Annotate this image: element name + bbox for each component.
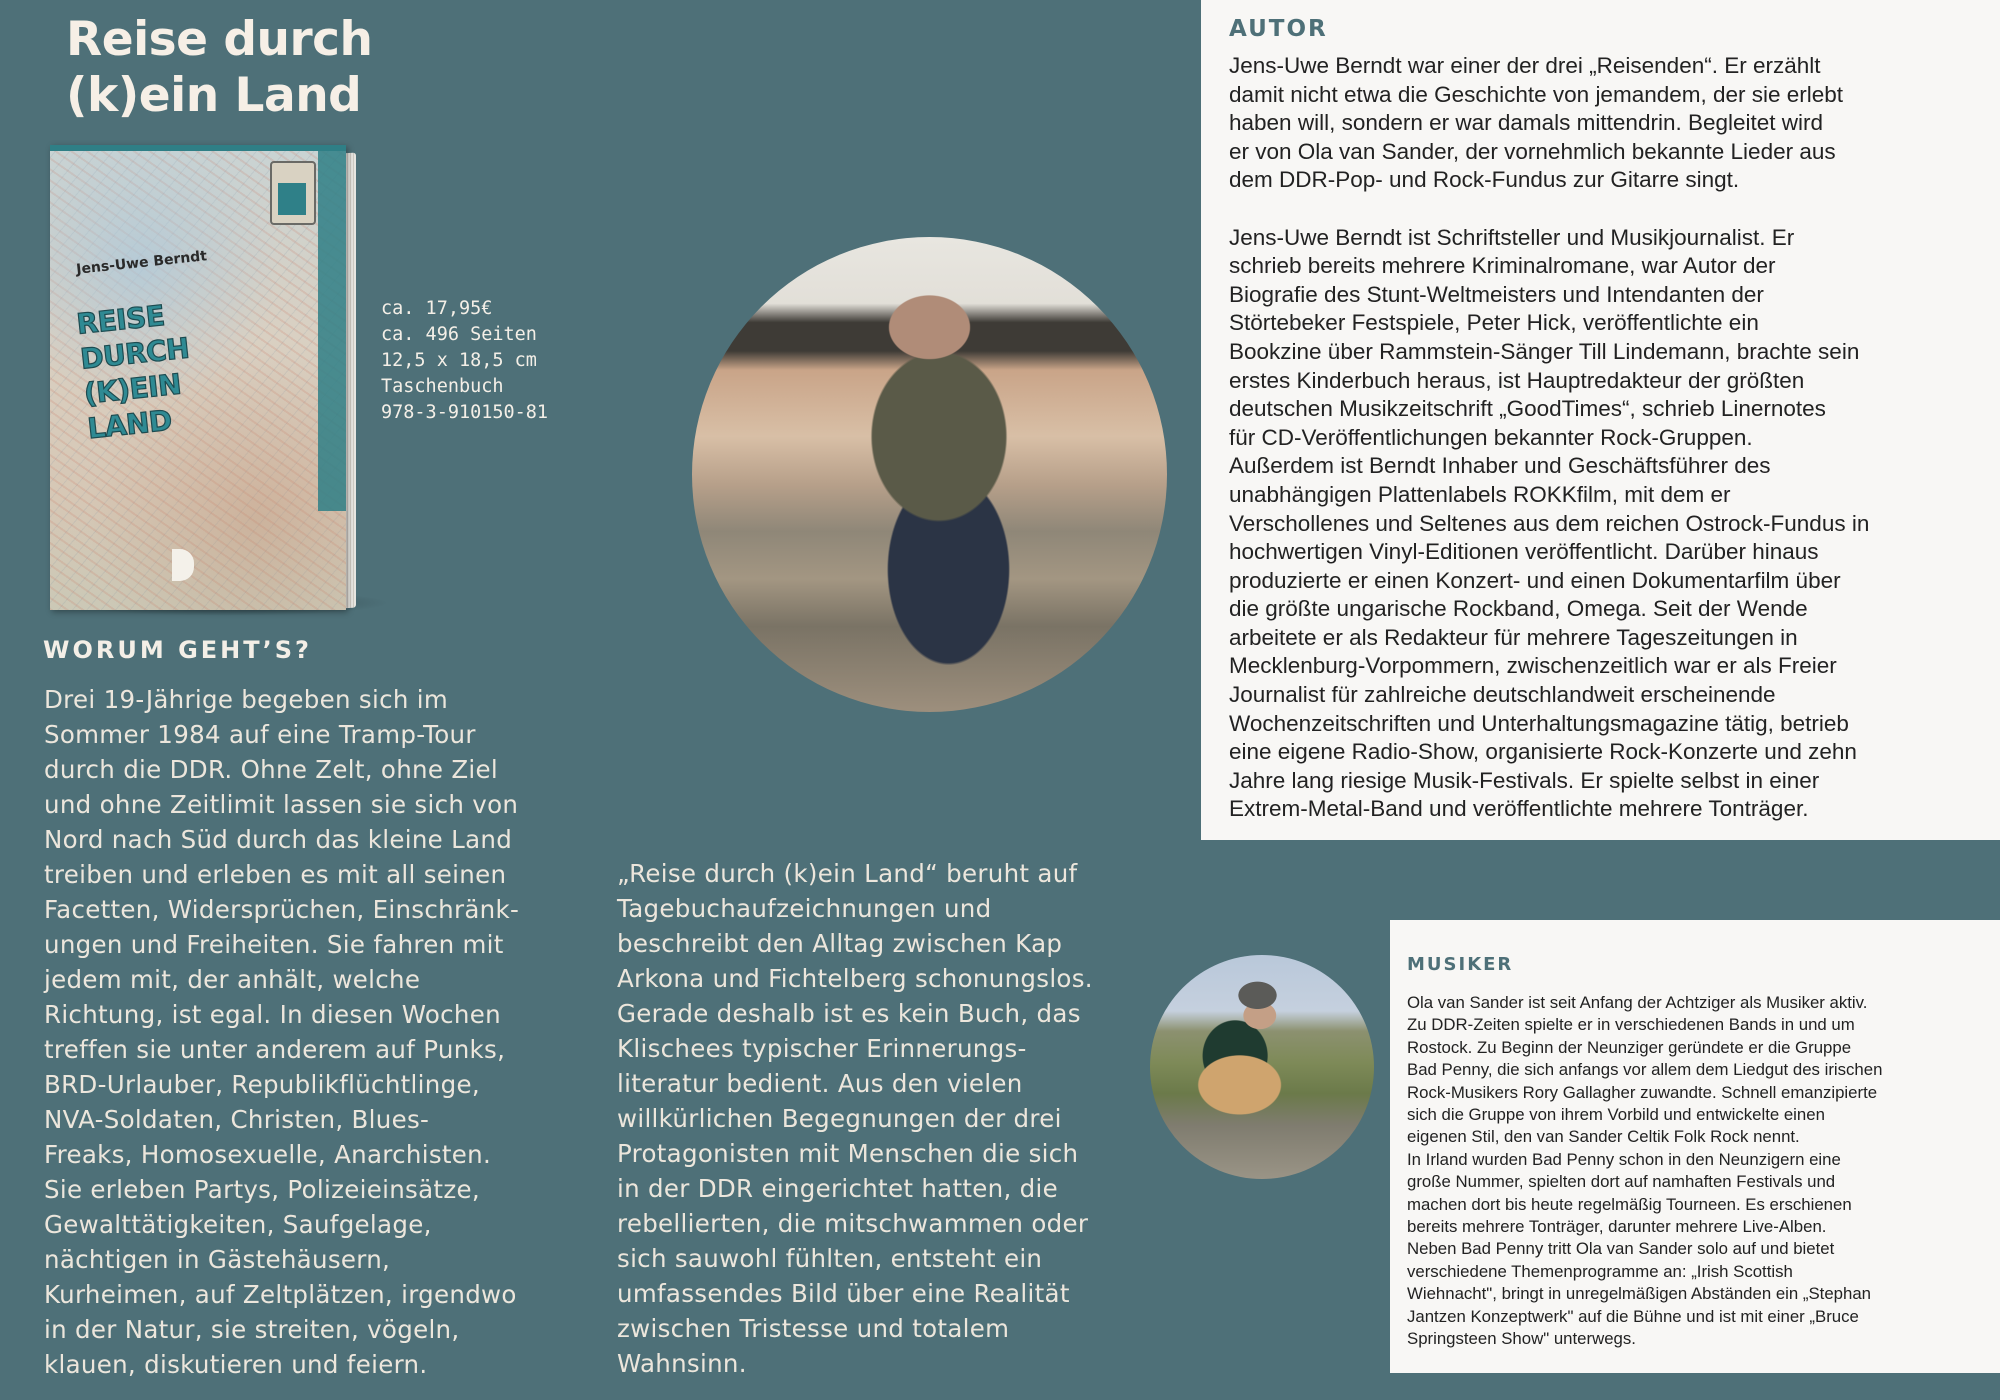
worum-line: Richtung, ist egal. In diesen Wochen	[44, 1000, 501, 1029]
musiker-line: eigenen Stil, den van Sander Celtik Folk Rock nennt.	[1407, 1127, 1800, 1147]
autor-line: Bookzine über Rammstein-Sänger Till Lindemann, brachte sein	[1229, 338, 1860, 364]
musiker-line: In Irland wurden Bad Penny schon in den Neunzigern eine	[1407, 1149, 1841, 1169]
worum-line: Nord nach Süd durch das kleine Land	[44, 825, 513, 854]
worum-line: und ohne Zeitlimit lassen sie sich von	[44, 790, 519, 819]
description-line: sich sauwohl fühlten, entsteht ein	[617, 1244, 1043, 1273]
publisher-logo-icon	[172, 549, 194, 581]
worum-line: klauen, diskutieren und feiern.	[44, 1350, 428, 1379]
autor-line: hochwertigen Vinyl-Editionen veröffentlicht. Darüber hinaus	[1229, 539, 1819, 565]
worum-paragraph	[44, 682, 584, 1382]
description-line: Tagebuchaufzeichnungen und	[617, 894, 992, 923]
autor-paragraph-2	[1229, 224, 1994, 824]
autor-line: Biografie des Stunt-Weltmeisters und Intendanten der	[1229, 281, 1764, 307]
autor-line: er von Ola van Sander, der vornehmlich bekannte Lieder aus	[1229, 138, 1836, 164]
autor-line: eine eigene Radio-Show, organisierte Rock-Konzerte und zehn	[1229, 739, 1857, 765]
musiker-line: Rostock. Zu Beginn der Neunziger geründete er die Gruppe	[1407, 1037, 1852, 1057]
worum-line: Sie erleben Partys, Polizeieinsätze,	[44, 1175, 480, 1204]
autor-line: Extrem-Metal-Band und veröffentlichte mehrere Tonträger.	[1229, 796, 1809, 822]
autor-heading: AUTOR	[1229, 16, 1328, 42]
book-cover	[50, 145, 346, 610]
musiker-line: verschiedene Themenprogramme an: „Irish Scottish	[1407, 1261, 1793, 1281]
autor-line: schrieb bereits mehrere Kriminalromane, war Autor der	[1229, 253, 1776, 279]
spec-format: Taschenbuch	[381, 376, 504, 397]
autor-paragraph-1	[1229, 52, 1994, 195]
spec-isbn: 978-3-910150-81	[381, 402, 549, 423]
autor-line: Jens-Uwe Berndt war einer der drei „Reisenden“. Er erzählt	[1229, 53, 1821, 78]
worum-line: ungen und Freiheiten. Sie fahren mit	[44, 930, 504, 959]
paragraph-gap	[1229, 195, 1994, 224]
autor-line: Mecklenburg-Vorpommern, zwischenzeitlich war er als Freier	[1229, 653, 1837, 679]
worum-line: Freaks, Homosexuelle, Anarchisten.	[44, 1140, 492, 1169]
description-line: literatur bedient. Aus den vielen	[617, 1069, 1023, 1098]
worum-line: Sommer 1984 auf eine Tramp-Tour	[44, 720, 476, 749]
worum-line: Kurheimen, auf Zeltplätzen, irgendwo	[44, 1280, 517, 1309]
musiker-line: große Nummer, spielten dort auf namhaften Festivals und	[1407, 1172, 1836, 1192]
book-cover-tab	[318, 151, 346, 511]
autor-line: Wochenzeitschriften und Unterhaltungsmagazine tätig, betrieb	[1229, 710, 1849, 736]
musiker-panel	[1390, 920, 2000, 1373]
autor-line: die größte ungarische Rockband, Omega. Seit der Wende	[1229, 596, 1808, 622]
book-cover-image	[50, 145, 362, 610]
musiker-line: bereits mehrere Tonträger, darunter mehrere Live-Alben.	[1407, 1217, 1827, 1237]
book-title-line-2: (k)ein Land	[66, 68, 362, 123]
autor-line: damit nicht etwa die Geschichte von jemandem, der sie erlebt	[1229, 81, 1844, 107]
description-line: Gerade deshalb ist es kein Buch, das	[617, 999, 1081, 1028]
worum-line: in der Natur, sie streiten, vögeln,	[44, 1315, 460, 1344]
fuel-pump-icon	[270, 161, 316, 225]
spec-dimensions: 12,5 x 18,5 cm	[381, 350, 537, 371]
book-cover-title-line: (K)EIN	[82, 367, 183, 411]
musiker-line: Springsteen Show" unterwegs.	[1407, 1329, 1636, 1349]
worum-line: Gewalttätigkeiten, Saufgelage,	[44, 1210, 432, 1239]
worum-line: jedem mit, der anhält, welche	[44, 965, 421, 994]
autor-line: haben will, sondern er war damals mittendrin. Begleitet wird	[1229, 110, 1824, 136]
description-line: in der DDR eingerichtet hatten, die	[617, 1174, 1058, 1203]
musiker-line: Neben Bad Penny tritt Ola van Sander solo auf und bietet	[1407, 1239, 1835, 1259]
book-cover-title	[75, 296, 198, 447]
musiker-line: Wiehnacht", bringt in unregelmäßigen Abständen ein „Stephan	[1407, 1284, 1872, 1304]
book-specs	[381, 296, 576, 426]
description-line: Protagonisten mit Menschen die sich	[617, 1139, 1079, 1168]
book-title	[66, 12, 486, 124]
book-title-line-1: Reise durch	[66, 12, 373, 67]
worum-line: BRD-Urlauber, Republikflüchtlinge,	[44, 1070, 480, 1099]
autor-line: arbeitete er als Redakteur für mehrere Tageszeitungen in	[1229, 624, 1798, 650]
musiker-line: Bad Penny, die sich anfangs vor allem dem Liedgut des irischen	[1407, 1060, 1883, 1080]
book-cover-title-line: REISE	[75, 298, 166, 341]
description-line: Klischees typischer Erinnerungs-	[617, 1034, 1027, 1063]
musiker-line: Jantzen Konzeptwerk" auf die Bühne und ist mit einer „Bruce	[1407, 1306, 1859, 1326]
autor-line: unabhängigen Plattenlabels ROKKfilm, mit dem er	[1229, 481, 1731, 507]
spec-pages: ca. 496 Seiten	[381, 324, 537, 345]
musiker-body	[1407, 992, 1997, 1351]
musician-photo	[1150, 955, 1374, 1179]
musiker-line: Ola van Sander ist seit Anfang der Achtziger als Musiker aktiv.	[1407, 993, 1868, 1012]
autor-line: Außerdem ist Berndt Inhaber und Geschäftsführer des	[1229, 453, 1771, 479]
musiker-line: sich die Gruppe von ihrem Vorbild und entwickelte einen	[1407, 1105, 1825, 1125]
musiker-heading: MUSIKER	[1407, 954, 1514, 975]
description-line: beschreibt den Alltag zwischen Kap	[617, 929, 1063, 958]
spec-price: ca. 17,95€	[381, 298, 493, 319]
description-line: Wahnsinn.	[617, 1349, 747, 1378]
worum-heading: WORUM GEHT’S?	[43, 636, 312, 664]
description-line: zwischen Tristesse und totalem	[617, 1314, 1010, 1343]
autor-line: deutschen Musikzeitschrift „GoodTimes“, schrieb Linernotes	[1229, 396, 1826, 422]
worum-line: treffen sie unter anderem auf Punks,	[44, 1035, 506, 1064]
autor-line: Jens-Uwe Berndt ist Schriftsteller und Musikjournalist. Er	[1229, 224, 1795, 250]
musiker-line: Rock-Musikers Rory Gallagher zuwandte. Schnell emanzipierte	[1407, 1082, 1878, 1102]
description-line: Arkona und Fichtelberg schonungslos.	[617, 964, 1093, 993]
autor-line: Jahre lang riesige Musik-Festivals. Er spielte selbst in einer	[1229, 767, 1820, 793]
book-cover-title-line: LAND	[86, 403, 174, 446]
worum-line: NVA-Soldaten, Christen, Blues-	[44, 1105, 430, 1134]
description-line: willkürlichen Begegnungen der drei	[617, 1104, 1062, 1133]
autor-line: dem DDR-Pop- und Rock-Fundus zur Gitarre singt.	[1229, 167, 1740, 193]
book-cover-author: Jens-Uwe Berndt	[75, 248, 208, 278]
author-photo	[692, 237, 1167, 712]
worum-line: Facetten, Widersprüchen, Einschränk-	[44, 895, 520, 924]
autor-line: Störtebeker Festspiele, Peter Hick, veröffentlichte ein	[1229, 310, 1759, 336]
description-line: „Reise durch (k)ein Land“ beruht auf	[617, 859, 1078, 888]
worum-line: durch die DDR. Ohne Zelt, ohne Ziel	[44, 755, 498, 784]
autor-line: Journalist für zahlreiche deutschlandweit erscheinende	[1229, 682, 1776, 708]
description-paragraph	[617, 856, 1177, 1381]
autor-body	[1229, 52, 1994, 824]
musiker-line: Zu DDR-Zeiten spielte er in verschiedenen Bands in und um	[1407, 1015, 1855, 1035]
autor-line: erstes Kinderbuch heraus, ist Hauptredakteur der größten	[1229, 367, 1805, 393]
description-line: rebellierten, die mitschwammen oder	[617, 1209, 1089, 1238]
worum-line: nächtigen in Gästehäusern,	[44, 1245, 391, 1274]
autor-panel	[1201, 0, 2000, 840]
autor-line: produzierte er einen Konzert- und einen Dokumentarfilm über	[1229, 567, 1841, 593]
autor-line: für CD-Veröffentlichungen bekannter Rock-Gruppen.	[1229, 424, 1753, 450]
description-line: umfassendes Bild über eine Realität	[617, 1279, 1070, 1308]
worum-line: treiben und erleben es mit all seinen	[44, 860, 507, 889]
autor-line: Verschollenes und Seltenes aus dem reichen Ostrock-Fundus in	[1229, 510, 1870, 536]
book-cover-title-line: DURCH	[78, 331, 191, 376]
worum-line: Drei 19-Jährige begeben sich im	[44, 685, 449, 714]
musiker-line: machen dort bis heute regelmäßig Tourneen. Es erschienen	[1407, 1194, 1852, 1214]
